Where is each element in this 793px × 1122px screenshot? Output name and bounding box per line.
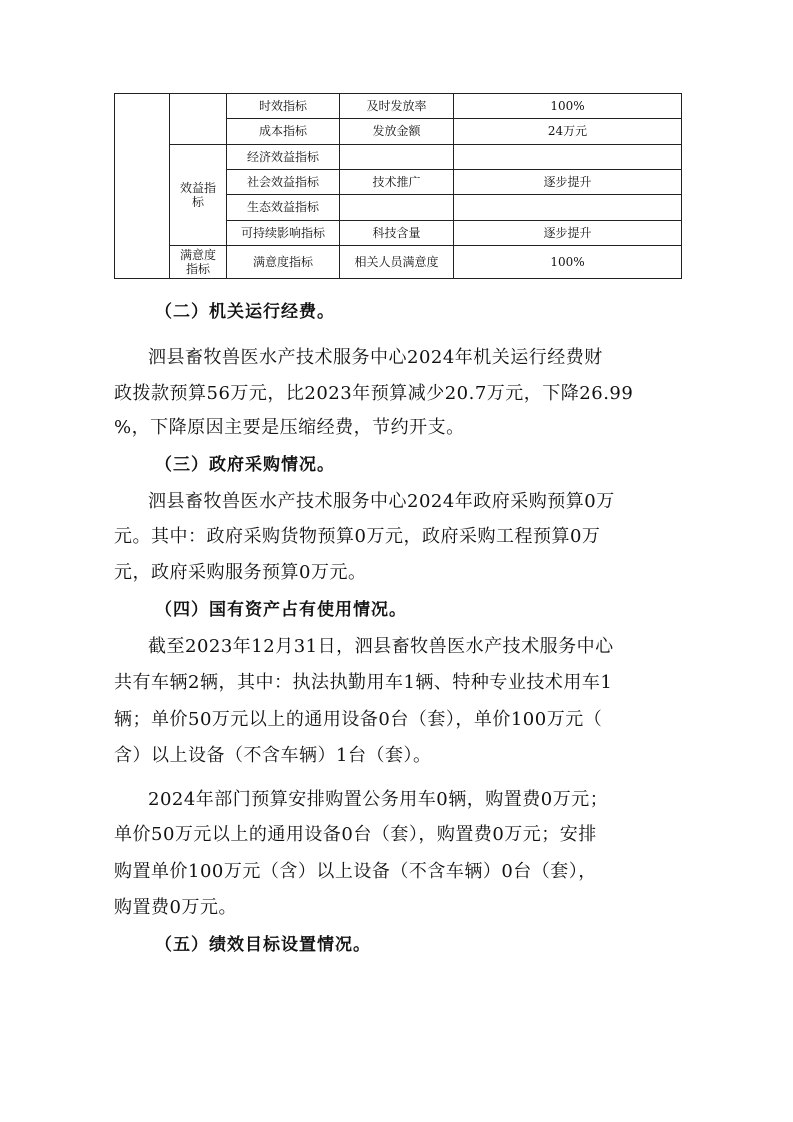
paragraph-line: 2024年部门预算安排购置公务用车0辆，购置费0万元；: [148, 789, 609, 810]
group-label: 效益指标: [180, 180, 217, 209]
table-row: [115, 144, 682, 169]
table-cell-blank: [115, 94, 170, 279]
paragraph-line: 元，政府采购服务预算0万元。: [114, 562, 367, 583]
table-cell: [454, 144, 682, 169]
table-cell: 24万元: [454, 119, 682, 144]
paragraph-line: 元。其中：政府采购货物预算0万元，政府采购工程预算0万: [114, 526, 601, 547]
section-heading: （二）机关运行经费。: [155, 302, 335, 322]
paragraph-line: 辆；单价50万元以上的通用设备0台（套），单价100万元（: [114, 709, 603, 730]
paragraph-line: 购置单价100万元（含）以上设备（不含车辆）0台（套），: [114, 861, 597, 882]
table-cell: 时效指标: [227, 94, 340, 119]
paragraph-line: 截至2023年12月31日，泗县畜牧兽医水产技术服务中心: [148, 636, 614, 657]
paragraph-line: 含）以上设备（不含车辆）1台（套）。: [114, 745, 432, 766]
table-cell: 成本指标: [227, 119, 340, 144]
paragraph-line: 单价50万元以上的通用设备0台（套），购置费0万元；安排: [114, 824, 597, 845]
table-cell: 100%: [454, 94, 682, 119]
table-cell: 可持续影响指标: [227, 220, 340, 245]
table-row: [115, 245, 682, 278]
paragraph-line: 政拨款预算56万元，比2023年预算减少20.7万元，下降26.99: [114, 383, 634, 404]
table-cell: 逐步提升: [454, 169, 682, 194]
table-cell: 发放金额: [340, 119, 454, 144]
table-cell-group: [170, 245, 227, 278]
performance-indicator-table: [114, 93, 682, 279]
table-cell: 逐步提升: [454, 220, 682, 245]
table-cell: 技术推广: [340, 169, 454, 194]
table-cell-blank: [170, 94, 227, 145]
paragraph-line: %，下降原因主要是压缩经费，节约开支。: [114, 417, 465, 438]
table-cell: 100%: [454, 245, 682, 278]
table-cell: 及时发放率: [340, 94, 454, 119]
section-heading: （四）国有资产占有使用情况。: [155, 600, 407, 620]
paragraph-line: 泗县畜牧兽医水产技术服务中心2024年政府采购预算0万: [148, 491, 615, 512]
group-label: 满意度指标: [180, 247, 217, 276]
table-cell-group: [170, 144, 227, 245]
table-cell: 满意度指标: [227, 245, 340, 278]
table-row: [115, 94, 682, 119]
section-heading: （五）绩效目标设置情况。: [155, 935, 371, 955]
section-heading: （三）政府采购情况。: [155, 455, 335, 475]
paragraph-line: 泗县畜牧兽医水产技术服务中心2024年机关运行经费财: [148, 347, 603, 368]
table-cell: 相关人员满意度: [340, 245, 454, 278]
paragraph-line: 购置费0万元。: [114, 897, 237, 918]
table-cell: 经济效益指标: [227, 144, 340, 169]
table-cell: [454, 195, 682, 220]
table-cell: 生态效益指标: [227, 195, 340, 220]
table-cell: 科技含量: [340, 220, 454, 245]
table-cell: 社会效益指标: [227, 169, 340, 194]
table-cell: [340, 144, 454, 169]
table-cell: [340, 195, 454, 220]
paragraph-line: 共有车辆2辆，其中：执法执勤用车1辆、特种专业技术用车1: [114, 672, 613, 693]
